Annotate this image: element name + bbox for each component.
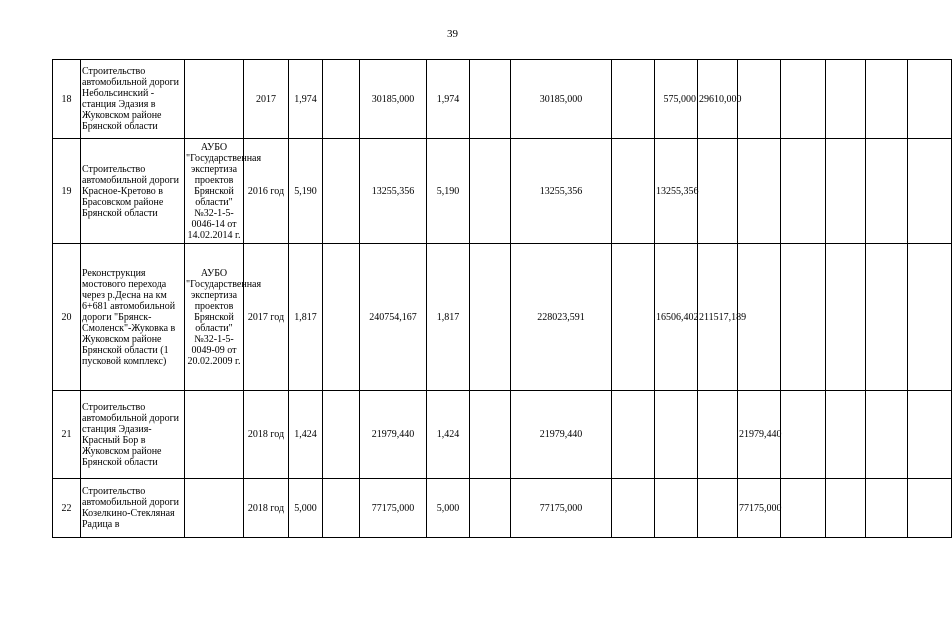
empty-cell (781, 244, 826, 391)
length2-cell: 5,190 (427, 139, 470, 244)
value-cell-1 (655, 391, 698, 479)
project-name: Строительство автомобильной дороги Козелкино-Стекляная Радица в (81, 479, 185, 538)
empty-cell (612, 391, 655, 479)
empty-cell (826, 244, 866, 391)
empty-cell (781, 139, 826, 244)
expertise-cell: АУБО "Государственная экспертиза проектов Брянской области" №32-1-5-0046-14 от 14.02.2014 г. (185, 139, 244, 244)
length2-cell: 1,817 (427, 244, 470, 391)
projects-table (52, 59, 952, 538)
funding-cell: 13255,356 (511, 139, 612, 244)
empty-cell (323, 60, 360, 139)
empty-cell (612, 139, 655, 244)
value-cell-3 (738, 139, 781, 244)
year-cell: 2017 год (244, 244, 289, 391)
value-cell-1: 16506,402 (655, 244, 698, 391)
expertise-cell (185, 60, 244, 139)
empty-cell (826, 479, 866, 538)
length-cell: 5,190 (289, 139, 323, 244)
empty-cell (908, 244, 952, 391)
cost-cell: 21979,440 (360, 391, 427, 479)
empty-cell (323, 391, 360, 479)
cost-cell: 77175,000 (360, 479, 427, 538)
value-cell-2: 29610,000 (698, 60, 738, 139)
value-cell-3: 21979,440 (738, 391, 781, 479)
empty-cell (323, 479, 360, 538)
year-cell: 2018 год (244, 479, 289, 538)
cost-cell: 13255,356 (360, 139, 427, 244)
empty-cell (866, 391, 908, 479)
empty-cell (470, 60, 511, 139)
value-cell-1 (655, 479, 698, 538)
project-name: Строительство автомобильной дороги Небольсинский - станция Эдазия в Жуковском районе Брянской области (81, 60, 185, 139)
project-name: Реконструкция мостового перехода через р.Десна на км 6+681 автомобильной дороги "Брянск-Смоленск"-Жуковка в Жуковском районе Брянской области (1 пусковой комплекс) (81, 244, 185, 391)
table-row (53, 244, 952, 391)
length2-cell: 1,974 (427, 60, 470, 139)
value-cell-2 (698, 139, 738, 244)
cost-cell: 30185,000 (360, 60, 427, 139)
empty-cell (612, 244, 655, 391)
row-number: 22 (53, 479, 81, 538)
year-cell: 2017 (244, 60, 289, 139)
empty-cell (908, 139, 952, 244)
project-name: Строительство автомобильной дороги Красное-Кретово в Брасовском районе Брянской области (81, 139, 185, 244)
value-cell-1: 13255,356 (655, 139, 698, 244)
year-cell: 2018 год (244, 391, 289, 479)
table-row (53, 391, 952, 479)
empty-cell (612, 60, 655, 139)
value-cell-2 (698, 391, 738, 479)
row-number: 19 (53, 139, 81, 244)
expertise-cell (185, 391, 244, 479)
empty-cell (826, 139, 866, 244)
empty-cell (612, 479, 655, 538)
empty-cell (908, 391, 952, 479)
expertise-cell (185, 479, 244, 538)
empty-cell (826, 60, 866, 139)
length2-cell: 1,424 (427, 391, 470, 479)
value-cell-3 (738, 60, 781, 139)
empty-cell (470, 139, 511, 244)
row-number: 20 (53, 244, 81, 391)
project-name: Строительство автомобильной дороги станция Эдазия-Красный Бор в Жуковском районе Брянской области (81, 391, 185, 479)
value-cell-2: 211517,189 (698, 244, 738, 391)
length-cell: 1,424 (289, 391, 323, 479)
table-row (53, 60, 952, 139)
length-cell: 1,817 (289, 244, 323, 391)
value-cell-3: 77175,000 (738, 479, 781, 538)
value-cell-1: 575,000 (655, 60, 698, 139)
funding-cell: 21979,440 (511, 391, 612, 479)
empty-cell (323, 244, 360, 391)
empty-cell (470, 479, 511, 538)
funding-cell: 228023,591 (511, 244, 612, 391)
empty-cell (866, 139, 908, 244)
empty-cell (826, 391, 866, 479)
empty-cell (908, 60, 952, 139)
empty-cell (470, 391, 511, 479)
empty-cell (470, 244, 511, 391)
empty-cell (866, 479, 908, 538)
funding-cell: 77175,000 (511, 479, 612, 538)
row-number: 21 (53, 391, 81, 479)
table-row (53, 139, 952, 244)
length-cell: 5,000 (289, 479, 323, 538)
year-cell: 2016 год (244, 139, 289, 244)
row-number: 18 (53, 60, 81, 139)
funding-cell: 30185,000 (511, 60, 612, 139)
page-number: 39 (447, 28, 458, 40)
empty-cell (908, 479, 952, 538)
table-row (53, 479, 952, 538)
length-cell: 1,974 (289, 60, 323, 139)
cost-cell: 240754,167 (360, 244, 427, 391)
empty-cell (323, 139, 360, 244)
empty-cell (866, 60, 908, 139)
empty-cell (781, 479, 826, 538)
empty-cell (866, 244, 908, 391)
empty-cell (781, 60, 826, 139)
empty-cell (781, 391, 826, 479)
value-cell-2 (698, 479, 738, 538)
expertise-cell: АУБО "Государственная экспертиза проектов Брянской области" №32-1-5-0049-09 от 20.02.2009 г. (185, 244, 244, 391)
length2-cell: 5,000 (427, 479, 470, 538)
